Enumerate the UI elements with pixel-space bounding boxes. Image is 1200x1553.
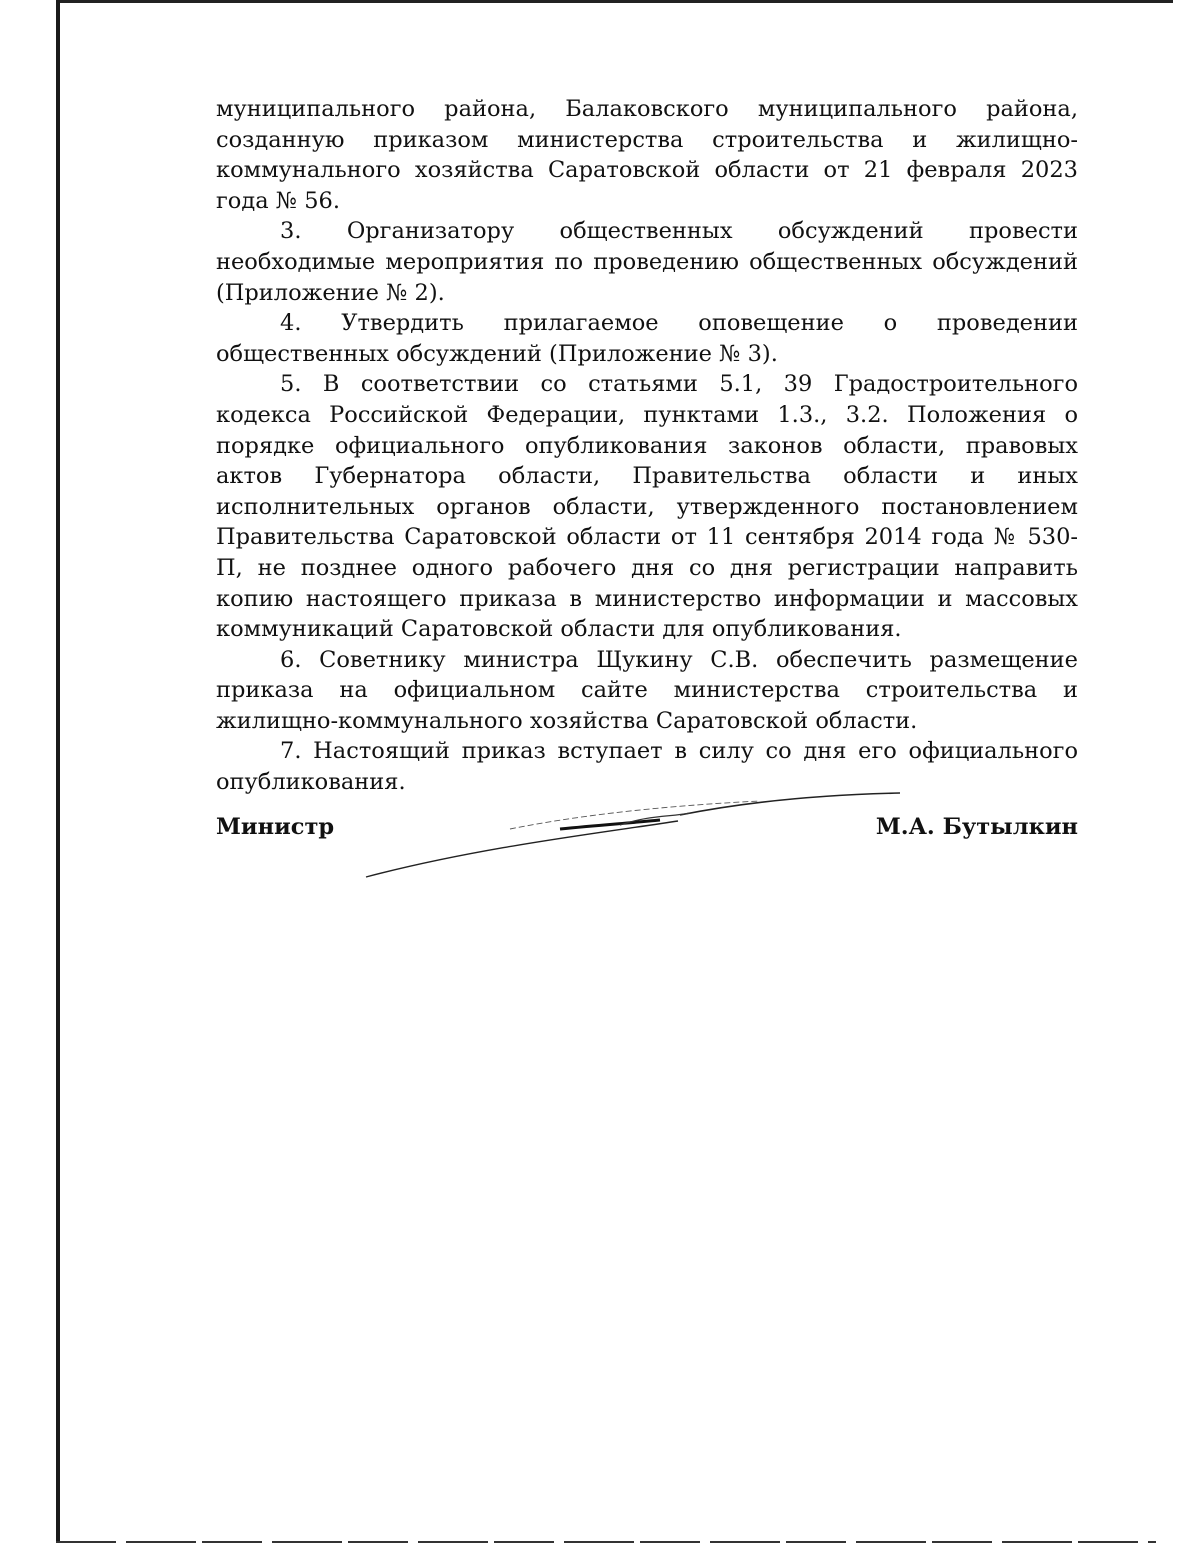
paragraph-item-7: 7. Настоящий приказ вступает в силу со дня его официального опубликования.: [216, 738, 1078, 796]
signature-block: [216, 814, 1078, 854]
paragraph-continuation: муниципального района, Балаковского муниципального района, созданную приказом министерства строительства и жилищно-коммунального хозяйства Саратовской области от 21 февраля 2023 года № 56.: [216, 96, 1078, 214]
paragraph-item-3: 3. Организатору общественных обсуждений провести необходимые мероприятия по проведению общественных обсуждений (Приложение № 2).: [216, 218, 1078, 306]
scan-border-left: [56, 0, 60, 1543]
document-body: [216, 94, 1078, 798]
paragraph-item-4: 4. Утвердить прилагаемое оповещение о проведении общественных обсуждений (Приложение № 3).: [216, 310, 1078, 367]
scan-border-bottom: [56, 1541, 1156, 1543]
paragraph-item-5: 5. В соответствии со статьями 5.1, 39 Градостроительного кодекса Российской Федерации, пунктами 1.3., 3.2. Положения о порядке официального опубликования законов области, правовых актов Губернатора области, Правительства области и иных исполнительных органов области, утвержденного постановлением Правительства Саратовской области от 11 сентября 2014 года № 530-П, не позднее одного рабочего дня со дня регистрации направить копию настоящего приказа в министерство информации и массовых коммуникаций Саратовской области для опубликования.: [216, 371, 1078, 643]
paragraph-item-6: 6. Советнику министра Щукину С.В. обеспечить размещение приказа на официальном сайте министерства строительства и жилищно-коммунального хозяйства Саратовской области.: [216, 646, 1078, 734]
scan-border-top: [58, 0, 1173, 3]
signatory-name: М.А. Бутылкин: [875, 814, 1078, 840]
signatory-position: Министр: [216, 814, 335, 840]
